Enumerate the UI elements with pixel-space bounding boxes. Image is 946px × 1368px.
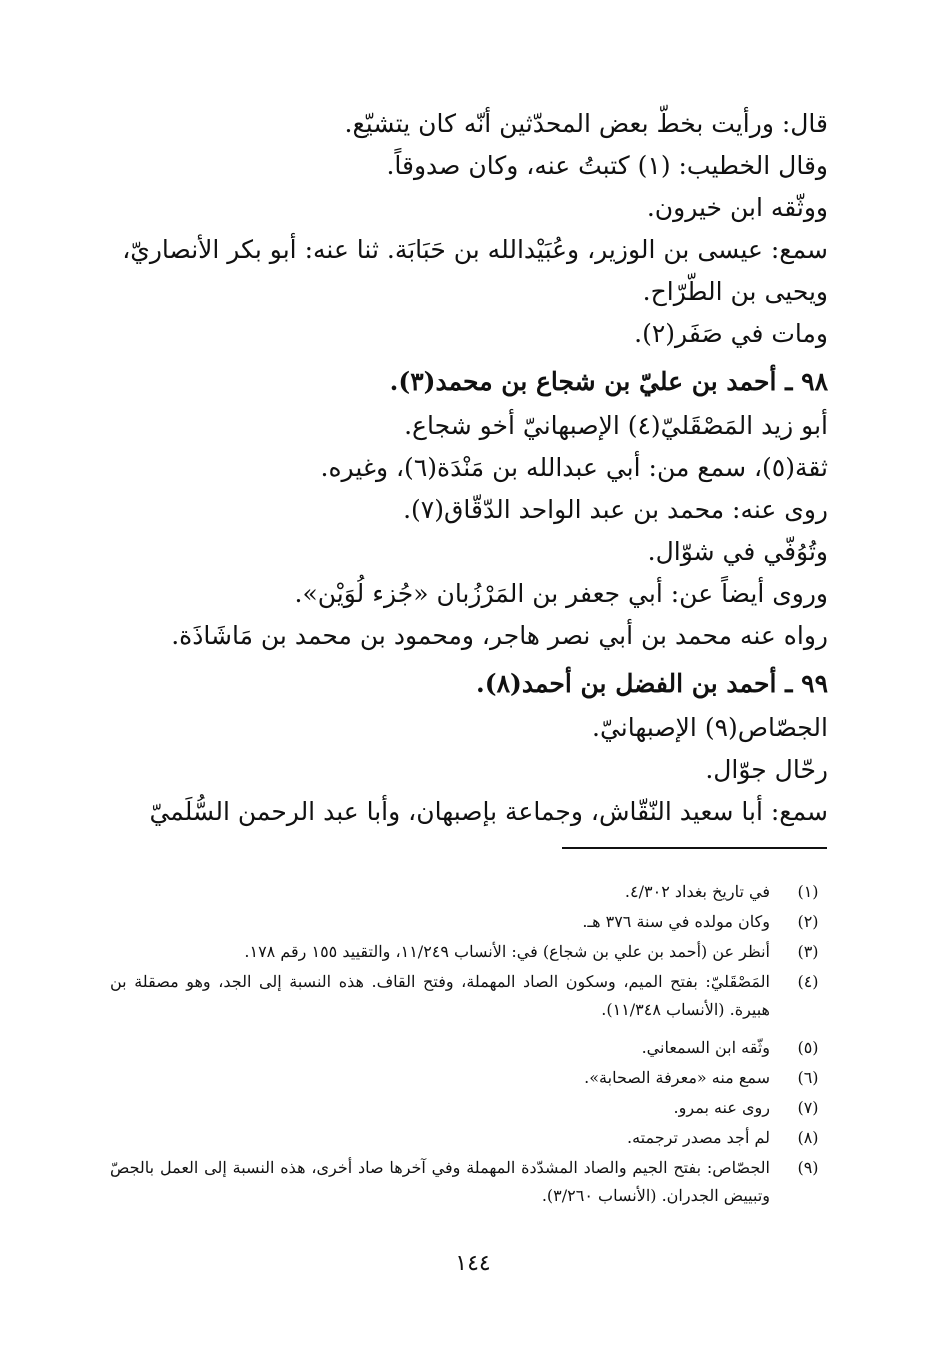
entry-heading-99: ٩٩ ـ أحمد بن الفضل بن أحمد(٨). <box>476 669 828 698</box>
footnote-text: سمع منه «معرفة الصحابة». <box>584 1068 770 1087</box>
footnote-5 <box>110 1034 828 1062</box>
footnote-number: (٣) <box>797 942 819 961</box>
footnote-2 <box>110 908 828 936</box>
text-line: وتُوُفّي في شوّال. <box>647 537 828 566</box>
text-line: سمع: أبا سعيد النّقّاش، وجماعة بإصبهان، وأبا عبد الرحمن السُّلَميّ <box>149 797 828 826</box>
footnote-1 <box>110 878 828 906</box>
footnote-text: لم أجد مصدر ترجمته. <box>627 1128 770 1147</box>
footnote-number: (٦) <box>797 1068 819 1087</box>
footnote-number: (١) <box>797 882 819 901</box>
text-line: وروى أيضاً عن: أبي جعفر بن المَرْزُبان «جُزء لُوَيْن». <box>294 579 828 608</box>
footnote-text: وثّقه ابن السمعاني. <box>641 1038 770 1057</box>
footnote-text: الجصّاص: بفتح الجيم والصاد المشدّدة المهملة وفي آخرها صاد أخرى، هذه النسبة إلى العمل بالجصّ وتبييض الجدران. (الأنساب ٣/٢٦٠). <box>110 1158 770 1205</box>
footnote-text: وكان مولده في سنة ٣٧٦ هـ. <box>582 912 770 931</box>
footnote-text: أنظر عن (أحمد بن علي بن شجاع) في: الأنساب ١١/٢٤٩، والتقييد ١٥٥ رقم ١٧٨. <box>244 942 770 961</box>
footnote-number: (٨) <box>797 1128 819 1147</box>
footnote-text: في تاريخ بغداد ٤/٣٠٢. <box>624 882 770 901</box>
text-line: ثقة(٥)، سمع من: أبي عبدالله بن مَنْدَة(٦)، وغيره. <box>320 453 828 482</box>
text-line: أبو زيد المَصْقَليّ(٤) الإصبهانيّ أخو شجاع. <box>404 411 828 440</box>
footnote-7 <box>110 1094 828 1122</box>
footnote-3 <box>110 938 828 966</box>
footnote-number: (٧) <box>797 1098 819 1117</box>
footnote-number: (٤) <box>797 972 819 991</box>
footnote-text: المَصْقَليّ: بفتح الميم، وسكون الصاد المهملة، وفتح القاف. هذه النسبة إلى الجد، وهو مصقلة بن هبيرة. (الأنساب ١١/٣٤٨). <box>110 972 770 1019</box>
text-line: قال: ورأيت بخطّ بعض المحدّثين أنّه كان يتشيّع. <box>344 109 828 138</box>
text-line: ووثّقه ابن خيرون. <box>646 193 828 222</box>
footnote-text: روى عنه بمرو. <box>673 1098 770 1117</box>
text-line: روى عنه: محمد بن عبد الواحد الدّقّاق(٧). <box>403 495 828 524</box>
text-line: سمع: عيسى بن الوزير، وعُبَيْدالله بن حَبَابَة. ثنا عنه: أبو بكر الأنصاريّ، <box>122 235 828 264</box>
footnote-separator <box>562 847 827 849</box>
footnote-9 <box>110 1154 828 1212</box>
text-line: رواه عنه محمد بن أبي نصر هاجر، ومحمود بن محمد بن مَاشَاذَة. <box>171 621 828 650</box>
footnote-4 <box>110 968 828 1026</box>
footnote-number: (٩) <box>797 1158 819 1177</box>
text-line: وقال الخطيب: (١) كتبتُ عنه، وكان صدوقاً. <box>386 151 828 180</box>
footnote-number: (٥) <box>797 1038 819 1057</box>
page-number: ١٤٤ <box>455 1251 491 1276</box>
text-line: الجصّاص(٩) الإصبهانيّ. <box>592 713 828 742</box>
text-line: ومات في صَفَر(٢). <box>634 319 828 348</box>
entry-heading-98: ٩٨ ـ أحمد بن عليّ بن شجاع بن محمد(٣). <box>389 367 828 396</box>
footnote-8 <box>110 1124 828 1152</box>
footnote-6 <box>110 1064 828 1092</box>
text-line: رحّال جوّال. <box>705 755 828 784</box>
footnote-number: (٢) <box>797 912 819 931</box>
text-line: ويحيى بن الطّرّاح. <box>642 277 828 306</box>
